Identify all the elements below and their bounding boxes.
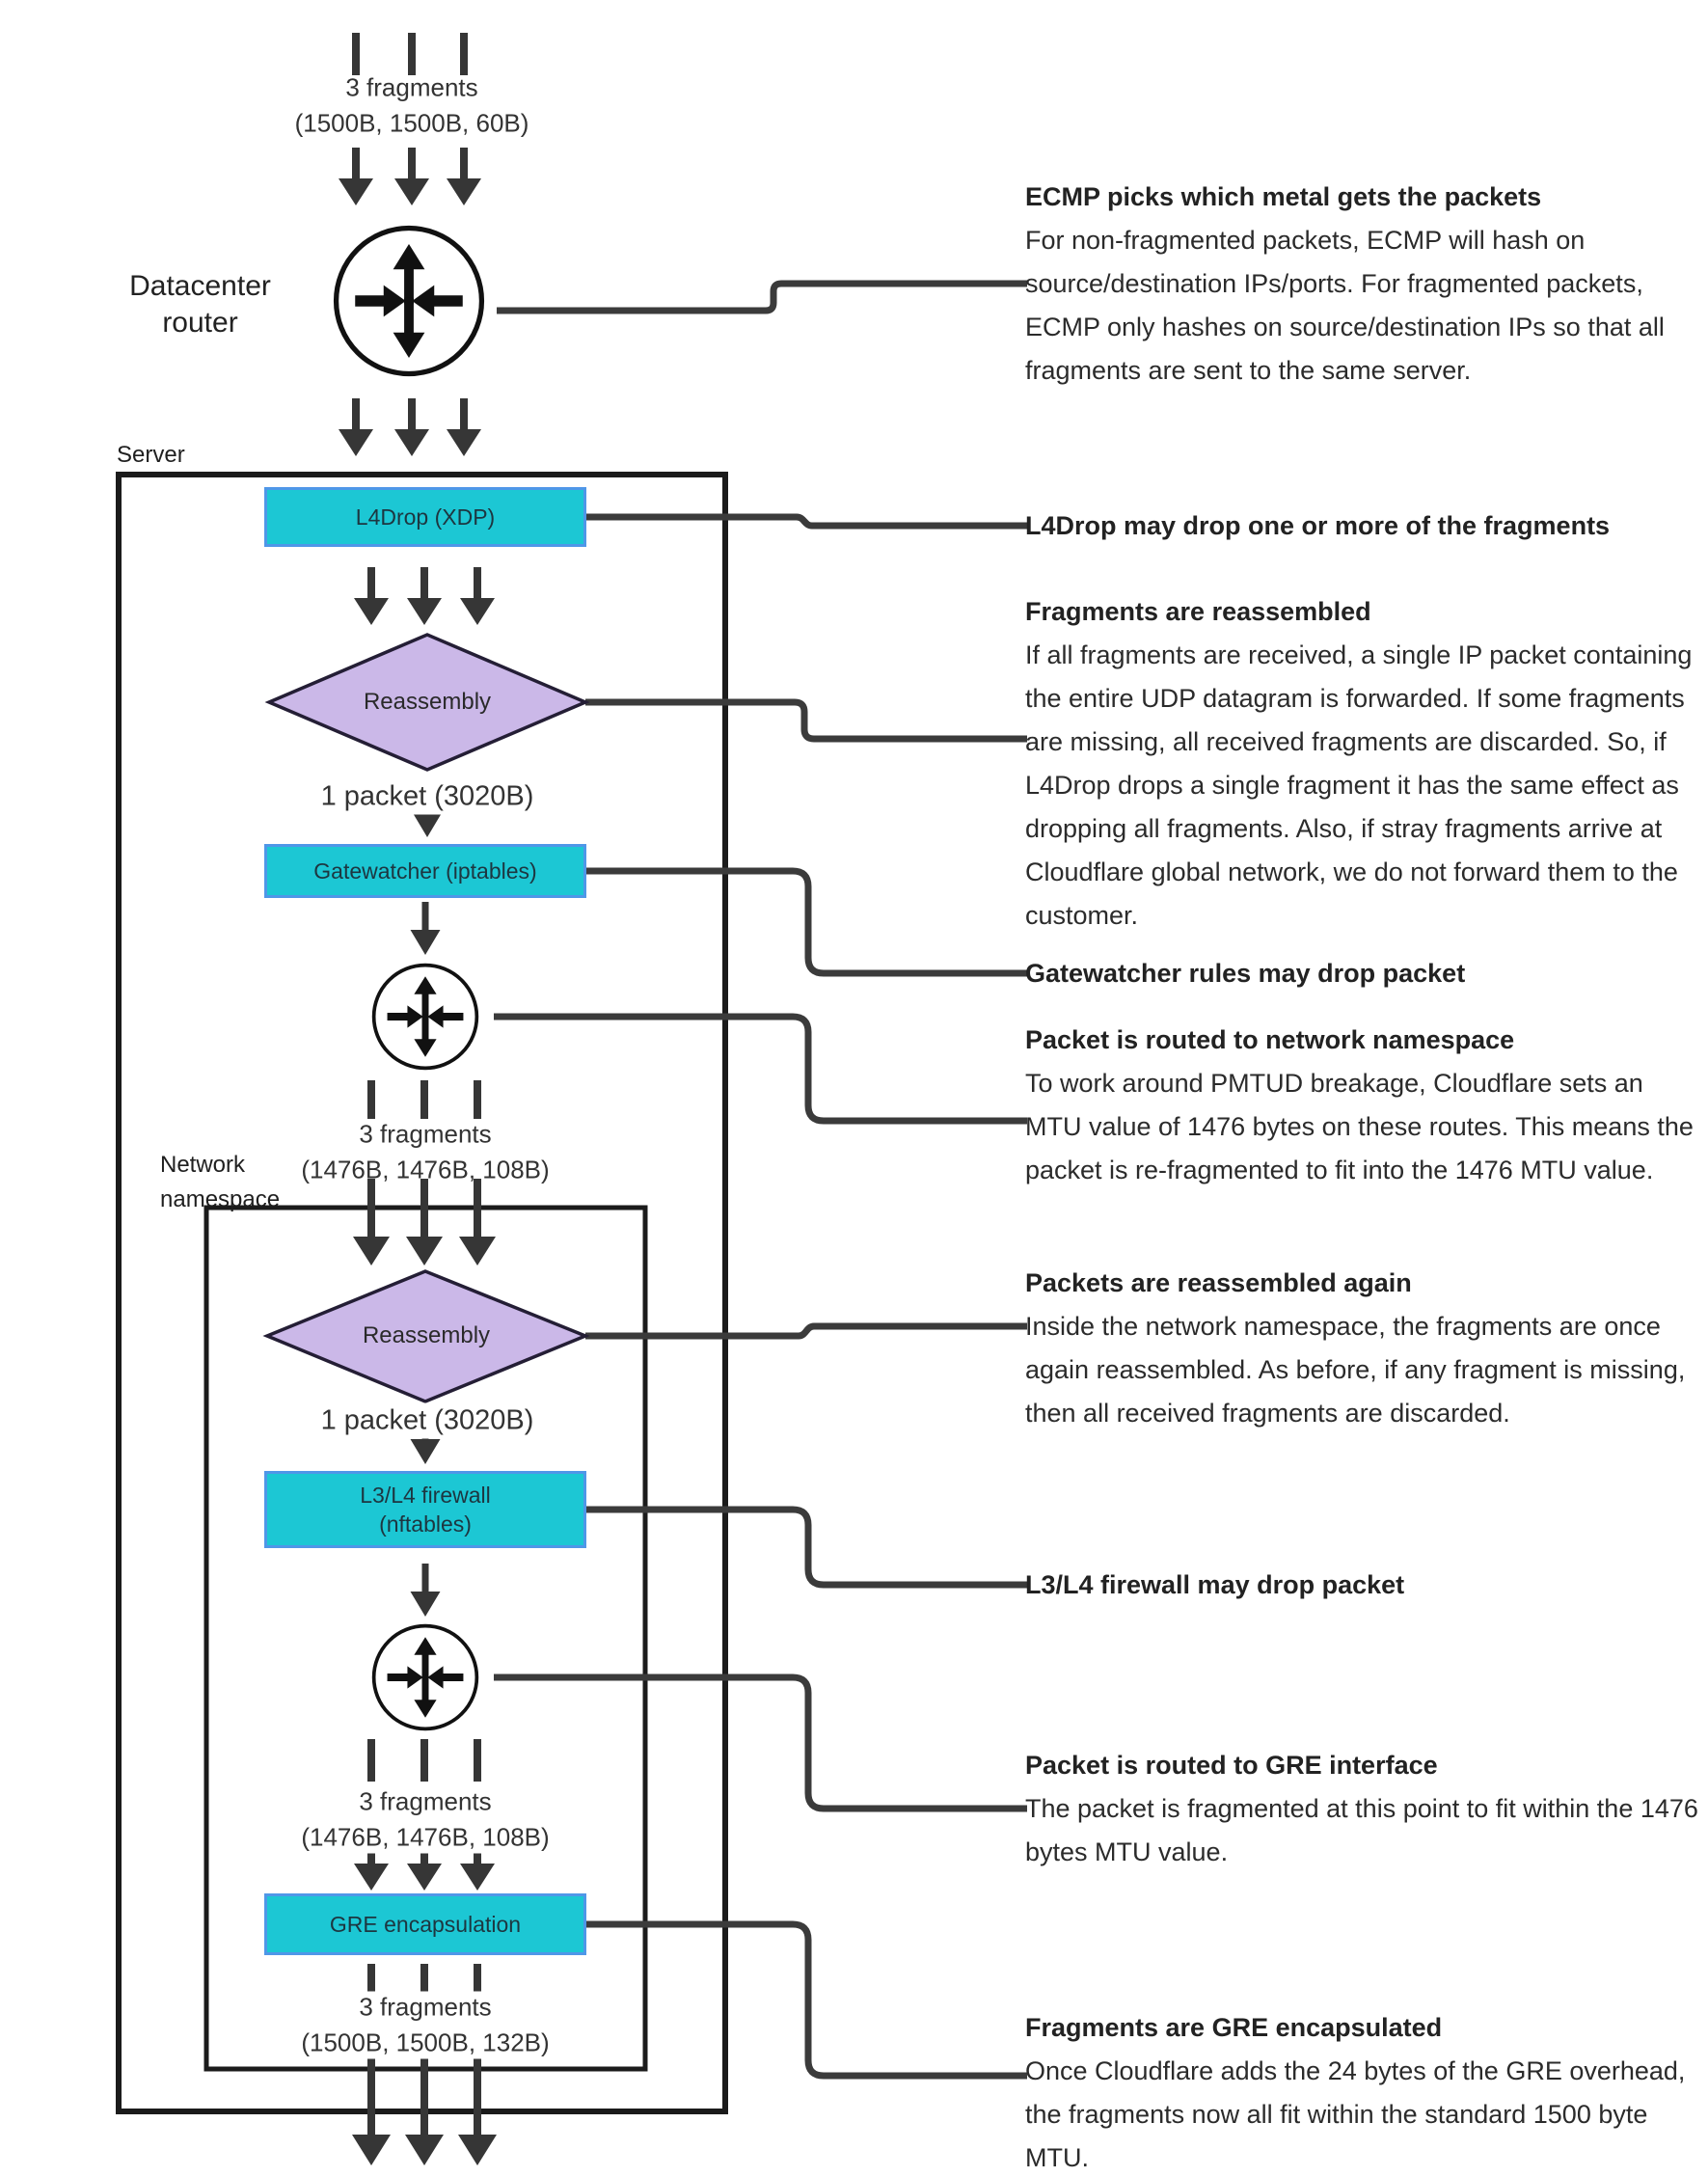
server-fragments-sizes: (1476B, 1476B, 108B) [301, 1155, 550, 1184]
server-box-label: Server [117, 442, 185, 468]
annotation-body: If all fragments are received, a single IP packet containing the entire UDP datagram is forwarded. If some fragments are missing, all received fragments are discarded. So, if L4Drop drops a single fragment it has the same effect as dropping all fragments. Also, if stray fragments arrive at Cloudflare global network, we do not forward them to the customer. [1025, 640, 1693, 930]
annotation-netns [1025, 1019, 1706, 1192]
packet-size-label: 1 packet (3020B) [312, 779, 544, 815]
arrows-exit [352, 2055, 497, 2165]
annotation-heading: Packet is routed to network namespace [1025, 1025, 1515, 1054]
annotation-body: Once Cloudflare adds the 24 bytes of the GRE overhead, the fragments now all fit within the standard 1500 byte MTU. [1025, 2056, 1686, 2172]
annotation-heading: L4Drop may drop one or more of the fragments [1025, 511, 1611, 540]
fragment-dashes-top [352, 33, 468, 75]
connector-gatewatcher [583, 871, 1027, 973]
annotation-heading: L3/L4 firewall may drop packet [1025, 1570, 1405, 1599]
connector-ecmp [497, 284, 1027, 311]
connector-gre-route [494, 1677, 1027, 1809]
arrows-into-namespace [353, 1179, 496, 1265]
arrows-l4drop-to-reassembly [354, 567, 495, 625]
connector-gre-encap [584, 1924, 1027, 2076]
connector-netns-route [494, 1017, 1027, 1121]
connector-reassembly2 [585, 1326, 1027, 1336]
annotation-gre-encapsulated [1025, 2006, 1706, 2177]
annotation-body: For non-fragmented packets, ECMP will hash on source/destination IPs/ports. For fragmented packets, ECMP only hashes on source/destination IPs so that all fragments are sent to the same server. [1025, 226, 1665, 385]
annotation-reassembled [1025, 590, 1706, 938]
annotation-body: The packet is fragmented at this point to fit within the 1476 bytes MTU value. [1025, 1794, 1698, 1866]
connector-l4drop [584, 517, 1027, 526]
fragment-dashes-namespace [367, 1739, 481, 1782]
arrow-to-router3 [411, 1564, 441, 1617]
annotation-gre-interface [1025, 1744, 1706, 1874]
reassembly-2-label: Reassembly [362, 1322, 491, 1348]
annotation-heading: Fragments are reassembled [1025, 597, 1371, 626]
gatewatcher-node: Gatewatcher (iptables) [264, 844, 586, 898]
gre-encapsulation-node: GRE encapsulation [264, 1893, 586, 1955]
annotation-reassembled-again [1025, 1262, 1706, 1435]
annotation-ecmp [1025, 176, 1706, 393]
annotation-heading: Fragments are GRE encapsulated [1025, 2013, 1443, 2042]
out-fragments-sizes: (1500B, 1500B, 132B) [293, 2027, 556, 2059]
datacenter-router-icon [337, 229, 482, 374]
top-fragments-label: 3 fragments [345, 72, 478, 102]
server-router-icon [374, 966, 477, 1069]
l3l4-firewall-node: L3/L4 firewall (nftables) [264, 1471, 586, 1548]
connector-firewall [583, 1510, 1027, 1585]
server-fragments-label: 3 fragments [359, 1119, 492, 1149]
annotation-heading: Gatewatcher rules may drop packet [1025, 959, 1466, 988]
annotation-gatewatcher [1025, 952, 1706, 995]
top-fragments-sizes: (1500B, 1500B, 60B) [294, 108, 529, 138]
annotation-connectors [494, 284, 1027, 2076]
namespace-box-label: Network namespace [160, 1152, 281, 1212]
annotation-body: To work around PMTUD breakage, Cloudflare sets an MTU value of 1476 bytes on these routes. This means the packet is re-fragmented to fit into the 1476 MTU value. [1025, 1069, 1694, 1184]
reassembly-label: Reassembly [363, 689, 492, 715]
fragment-dashes-server [367, 1080, 481, 1119]
connector-reassembly [585, 702, 1027, 739]
arrows-into-server [339, 398, 481, 456]
annotation-heading: ECMP picks which metal gets the packets [1025, 182, 1542, 211]
arrows-into-router [339, 148, 481, 205]
annotation-l4drop [1025, 504, 1706, 548]
namespace-router-icon [374, 1626, 477, 1729]
annotation-heading: Packets are reassembled again [1025, 1268, 1412, 1297]
annotation-heading: Packet is routed to GRE interface [1025, 1751, 1438, 1780]
annotation-firewall [1025, 1564, 1706, 1607]
namespace-fragments-label: 3 fragments [351, 1786, 499, 1818]
arrow-to-router2 [411, 902, 441, 955]
l4drop-node: L4Drop (XDP) [264, 487, 586, 547]
packet-size-label-2: 1 packet (3020B) [312, 1403, 544, 1439]
out-fragments-label: 3 fragments [351, 1992, 499, 2024]
datacenter-router-label: Datacenter router [129, 270, 271, 339]
annotation-body: Inside the network namespace, the fragments are once again reassembled. As before, if any fragment is missing, then all received fragments are discarded. [1025, 1312, 1686, 1428]
namespace-fragments-sizes: (1476B, 1476B, 108B) [293, 1822, 556, 1854]
